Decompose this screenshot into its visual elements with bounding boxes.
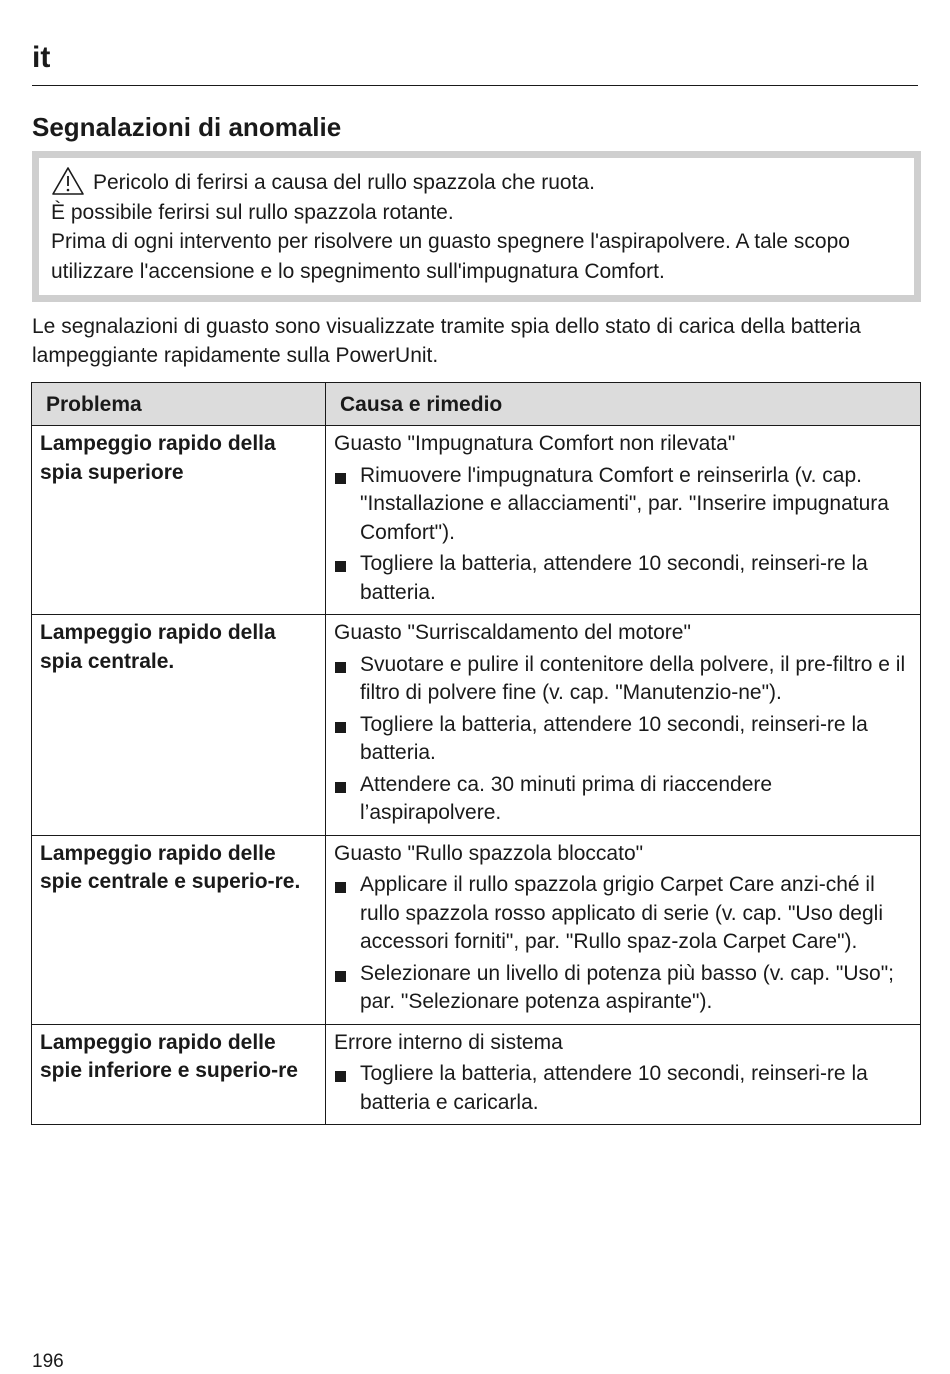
problem-cell: Lampeggio rapido della spia centrale. <box>32 615 326 836</box>
square-bullet-icon <box>335 782 346 793</box>
column-header-cause: Causa e rimedio <box>326 383 921 426</box>
square-bullet-icon <box>335 473 346 484</box>
table-row <box>32 426 921 615</box>
square-bullet-icon <box>335 971 346 982</box>
square-bullet-icon <box>335 561 346 572</box>
remedy-text: Applicare il rullo spazzola grigio Carpet Care anzi-ché il rullo spazzola rosso applicato di serie (v. cap. "Uso degli accessori forniti", par. "Rullo spaz-zola Carpet Care"). <box>360 873 883 953</box>
remedy-text: Togliere la batteria, attendere 10 secondi, reinseri-re la batteria. <box>360 712 868 764</box>
remedy-item <box>334 871 912 957</box>
cause-remedy-cell <box>326 1024 921 1125</box>
remedy-item <box>334 771 912 828</box>
cause-text: Guasto "Surriscaldamento del motore" <box>334 621 691 644</box>
fault-table-body <box>32 426 921 1125</box>
remedy-list <box>334 651 912 828</box>
remedy-text: Togliere la batteria, attendere 10 secondi, reinseri-re la batteria. <box>360 552 868 604</box>
warning-title-line <box>51 168 914 198</box>
remedy-item <box>334 711 912 768</box>
remedy-list <box>334 871 912 1017</box>
language-code: it <box>32 41 51 74</box>
table-row <box>32 835 921 1024</box>
square-bullet-icon <box>335 1071 346 1082</box>
header-rule <box>32 85 918 86</box>
cause-remedy-cell <box>326 615 921 836</box>
page-number: 196 <box>32 1351 64 1372</box>
square-bullet-icon <box>335 722 346 733</box>
fault-table <box>31 382 921 1125</box>
cause-text: Guasto "Impugnatura Comfort non rilevata" <box>334 432 736 455</box>
remedy-text: Rimuovere l'impugnatura Comfort e reinserirla (v. cap. "Installazione e allacciamenti", par. "Inserire impugnatura Comfort"). <box>360 463 889 544</box>
square-bullet-icon <box>335 662 346 673</box>
intro-paragraph: Le segnalazioni di guasto sono visualizzate tramite spia dello stato di carica della batteria lampeggiante rapidamente sulla PowerUnit. <box>32 315 861 367</box>
cause-text: Guasto "Rullo spazzola bloccato" <box>334 841 644 865</box>
cause-remedy-cell <box>326 835 921 1024</box>
section-title: Segnalazioni di anomalie <box>32 112 342 142</box>
remedy-text: Selezionare un livello di potenza più basso (v. cap. "Uso"; par. "Selezionare potenza aspirante"). <box>360 961 894 1013</box>
warning-text-1: È possibile ferirsi sul rullo spazzola rotante. <box>51 200 454 224</box>
warning-box <box>32 151 921 302</box>
table-row <box>32 1024 921 1125</box>
remedy-text: Attendere ca. 30 minuti prima di riaccendere l’aspirapolvere. <box>360 772 773 824</box>
remedy-list <box>334 462 912 608</box>
warning-triangle-icon <box>51 166 85 196</box>
remedy-item <box>334 651 912 708</box>
problem-cell: Lampeggio rapido delle spie inferiore e superio-re <box>32 1024 326 1125</box>
warning-text-2: Prima di ogni intervento per risolvere un guasto spegnere l'aspirapolvere. A tale scopo utilizzare l'accensione e lo spegnimento sull'impugnatura Comfort. <box>51 230 850 283</box>
remedy-item <box>334 550 912 607</box>
remedy-list <box>334 1060 912 1117</box>
remedy-text: Svuotare e pulire il contenitore della polvere, il pre-filtro e il filtro di polvere fine (v. cap. "Manutenzio-ne"). <box>360 652 906 704</box>
cause-remedy-cell <box>326 426 921 615</box>
table-header-row <box>32 383 921 426</box>
remedy-item <box>334 462 912 548</box>
square-bullet-icon <box>335 882 346 893</box>
remedy-item <box>334 1060 912 1117</box>
remedy-item <box>334 960 912 1017</box>
column-header-problem: Problema <box>32 383 326 426</box>
remedy-text: Togliere la batteria, attendere 10 secondi, reinseri-re la batteria e caricarla. <box>360 1062 868 1114</box>
cause-text: Errore interno di sistema <box>334 1030 563 1054</box>
warning-title: Pericolo di ferirsi a causa del rullo spazzola che ruota. <box>93 171 595 194</box>
table-row <box>32 615 921 836</box>
problem-cell: Lampeggio rapido delle spie centrale e superio-re. <box>32 835 326 1024</box>
problem-cell: Lampeggio rapido della spia superiore <box>32 426 326 615</box>
